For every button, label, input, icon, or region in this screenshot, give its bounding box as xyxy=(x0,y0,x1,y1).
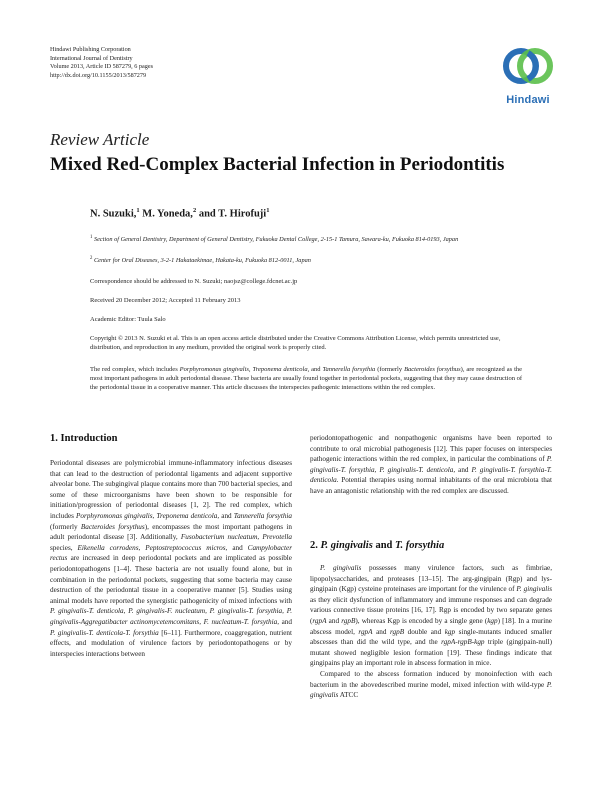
author-2: M. Yoneda, xyxy=(139,208,193,220)
text-run: Periodontal diseases are polymicrobial immune-inflammatory infectious diseases that can lead to the destruction of periodontal ligaments and adjacent supportive alveolar bone. The subgingival plaque contains more than 700 bacterial species, and some of these microorganisms have been shown to be responsible for initiation/progression of periodontal diseases [1, 2]. The red complex, which includes xyxy=(50,459,292,520)
journal-name: International Journal of Dentistry xyxy=(50,54,133,62)
hindawi-logo xyxy=(498,40,558,110)
text-run: are increased in deep periodontal pockets and are implicated as possible periodontopathogens [1–4]. These bacteria are not usually found alone, but in combination in the periodontal pockets, suggesting that some bacteria may cause destruction of the periodontal tissue in a cooperative manner [5]. Studies using animal models have reported the synergistic pathogenicity of mixed infections with xyxy=(50,554,292,605)
right-column-section-2 xyxy=(310,563,552,701)
gene-name: kgp xyxy=(487,616,498,625)
text-run: single-mutants induced smaller abscesses than did the wild type, and the xyxy=(310,627,552,647)
author-list xyxy=(90,207,269,220)
abstract-species: Tannerella forsythia xyxy=(322,366,376,373)
species-name: Porphyromonas gingivalis, Treponema denticola, xyxy=(76,511,220,520)
abstract-text: (formerly xyxy=(375,366,405,373)
heading-species: P. gingivalis xyxy=(320,540,373,551)
text-run: possesses many virulence factors, such as fimbriae, lipopolysaccharides, and proteases [13–15]. The arg-gingipain (Rgp) and lys-gingipain (Kgp) cysteine proteinases are important for the virulence of xyxy=(310,564,552,594)
species-name: P. gingivalis-T. denticola-T. forsythia xyxy=(50,628,159,637)
species-name: Eikenella corrodens, Peptostreptococcus micros, xyxy=(77,543,228,552)
affiliation-1-number: 1 xyxy=(90,235,93,240)
abstract-text: ), are recognized as the most important pathogens in adult periodontal disease. These bacteria are usually found together in periodontal pockets, suggesting that they may cause destruction of the periodontal tissue in a cooperative manner. This article discusses the interspecies pathogenic interactions within the red complex. xyxy=(90,366,523,392)
text-run: and xyxy=(279,617,292,626)
text-run: species, xyxy=(50,543,78,552)
affiliation-1 xyxy=(90,233,520,244)
text-run: Potential therapies using normal inhabitants of the oral microbiota that have an antagonistic relationship with the red complex are discussed. xyxy=(310,476,552,495)
affiliation-2-text: Center for Oral Diseases, 3-2-1 Hakataekimae, Hakata-ku, Fukuoka 812-0011, Japan xyxy=(93,257,311,265)
author-2-affil: 2 xyxy=(192,207,197,214)
left-column xyxy=(50,458,292,659)
correspondence: Correspondence should be addressed to N. Suzuki; naojsz@college.fdcnet.ac.jp xyxy=(90,278,298,285)
species-name: P. gingivalis-T. denticola, P. gingivalis-F. nucleatum, P. gingivalis-T. forsythia, P. gingivalis-Aggregatibacter actinomycetemcomitans, F. nucleatum-T. forsythia, xyxy=(50,607,292,626)
species-name: Bacteroides forsythus xyxy=(80,522,145,531)
paragraph xyxy=(50,458,292,659)
abstract-text: The red complex, which includes xyxy=(90,366,180,373)
heading-species: T. forsythia xyxy=(395,540,445,551)
text-run: and xyxy=(372,627,391,636)
gene-name: rgpB xyxy=(341,616,356,625)
abstract-text: and xyxy=(309,366,323,373)
abstract xyxy=(90,365,522,393)
section-1-heading: 1. Introduction xyxy=(50,433,118,444)
text-run: double and xyxy=(404,627,445,636)
publisher: Hindawi Publishing Corporation xyxy=(50,46,131,53)
hindawi-logo-icon xyxy=(498,40,558,92)
species-name: P. gingivalis xyxy=(320,564,362,572)
academic-editor: Academic Editor: Tuula Salo xyxy=(90,316,166,323)
article-type: Review Article xyxy=(50,130,150,149)
heading-number: 2. xyxy=(310,540,321,551)
gene-name: rgpA-rgpB-kgp xyxy=(441,638,485,647)
received-dates: Received 20 December 2012; Accepted 11 February 2013 xyxy=(90,297,241,304)
abstract-species: Bacteroides forsythus xyxy=(404,366,461,373)
text-run: ) [18]. In a murine abscess model, xyxy=(310,616,552,636)
heading-text: and xyxy=(372,540,396,551)
article-title: Mixed Red-Complex Bacterial Infection in Periodontitis xyxy=(50,154,505,175)
copyright-notice: Copyright © 2013 N. Suzuki et al. This is an open access article distributed under the Creative Commons Attribution License, which permits unrestricted use, distribution, and reproduction in any medium, provided the original work is properly cited. xyxy=(90,335,501,351)
text-run: and xyxy=(227,543,248,552)
section-2-heading xyxy=(310,540,444,551)
gene-name: rgpA xyxy=(358,627,373,636)
text-run: ), encompasses the most important pathogens in adult periodontal disease [3]. Additionally, xyxy=(50,522,292,542)
text-run: Compared to the abscess formation induced by monoinfection with each bacterium in the abovedescribed murine model, mixed infection with wild-type xyxy=(310,669,552,689)
abstract-species: Porphyromonas gingivalis, Treponema denticola, xyxy=(179,366,310,373)
affiliation-2-number: 2 xyxy=(90,256,93,261)
logo-text: Hindawi xyxy=(506,94,550,106)
species-name: P. gingivalis-T. forsythia-T. denticola. xyxy=(310,465,552,485)
species-name: Campylobacter rectus xyxy=(50,543,292,563)
text-run: and xyxy=(219,511,234,520)
text-run: periodontopathogenic and nonpathogenic organisms have been reported to contribute to oral microbial pathogenesis [12]. This paper focuses on interspecies pathogenic interactions within the red complex, in particular the combinations of xyxy=(310,434,552,464)
right-column xyxy=(310,433,552,497)
affiliation-2 xyxy=(90,254,520,265)
volume-info: Volume 2013, Article ID 587279, 6 pages xyxy=(50,63,153,71)
text-run: and xyxy=(326,616,342,625)
species-name: Fusobacterium nucleatum, Prevotella xyxy=(180,533,292,542)
author-3-affil: 1 xyxy=(266,207,270,214)
text-run: as they elicit dysfunction of inflammatory and immune responses and can degrade various connective tissue proteins [16, 17]. Rgp is encoded by two separate genes ( xyxy=(310,595,552,625)
paragraph xyxy=(310,669,552,701)
paragraph xyxy=(310,433,552,497)
author-1-affil: 1 xyxy=(136,207,140,214)
text-run: ), whereas Kgp is encoded by a single gene ( xyxy=(355,616,488,625)
paragraph xyxy=(310,563,552,669)
gene-name: kgp xyxy=(444,627,456,636)
species-name: P. gingivalis xyxy=(310,680,552,700)
gene-name: rgpB xyxy=(390,627,405,636)
text-run: (formerly xyxy=(50,522,81,531)
text-run: ATCC xyxy=(338,691,359,700)
doi-link[interactable]: http://dx.doi.org/10.1155/2013/587279 xyxy=(50,71,147,79)
affiliation-1-text: Section of General Dentistry, Department of General Dentistry, Fukuoka Dental College, 2-15-1 Tamura, Sawara-ku, Fukuoka 814-0193, Japan xyxy=(93,236,459,244)
species-name: P. gingivalis-T. forsythia, P. gingivalis-T. denticola, xyxy=(310,455,552,474)
author-3: and T. Hirofuji xyxy=(196,208,267,220)
text-run: and xyxy=(455,465,472,474)
gene-name: rgpA xyxy=(312,616,327,625)
species-name: Tannerella forsythia xyxy=(233,511,292,520)
text-run: [6–11]. Furthermore, coaggregation, nutrient effects, and modulation of virulence factors by periodontopathogens or by interspecies interactions between xyxy=(50,628,292,658)
author-1: N. Suzuki, xyxy=(90,208,137,220)
text-run: triple (gingipain-null) mutant showed negligible lesion formation [19]. These findings indicate that gingipains play an important role in abscess formation in mice. xyxy=(310,638,552,668)
journal-header xyxy=(50,46,153,80)
species-name: P. gingivalis xyxy=(516,585,552,594)
